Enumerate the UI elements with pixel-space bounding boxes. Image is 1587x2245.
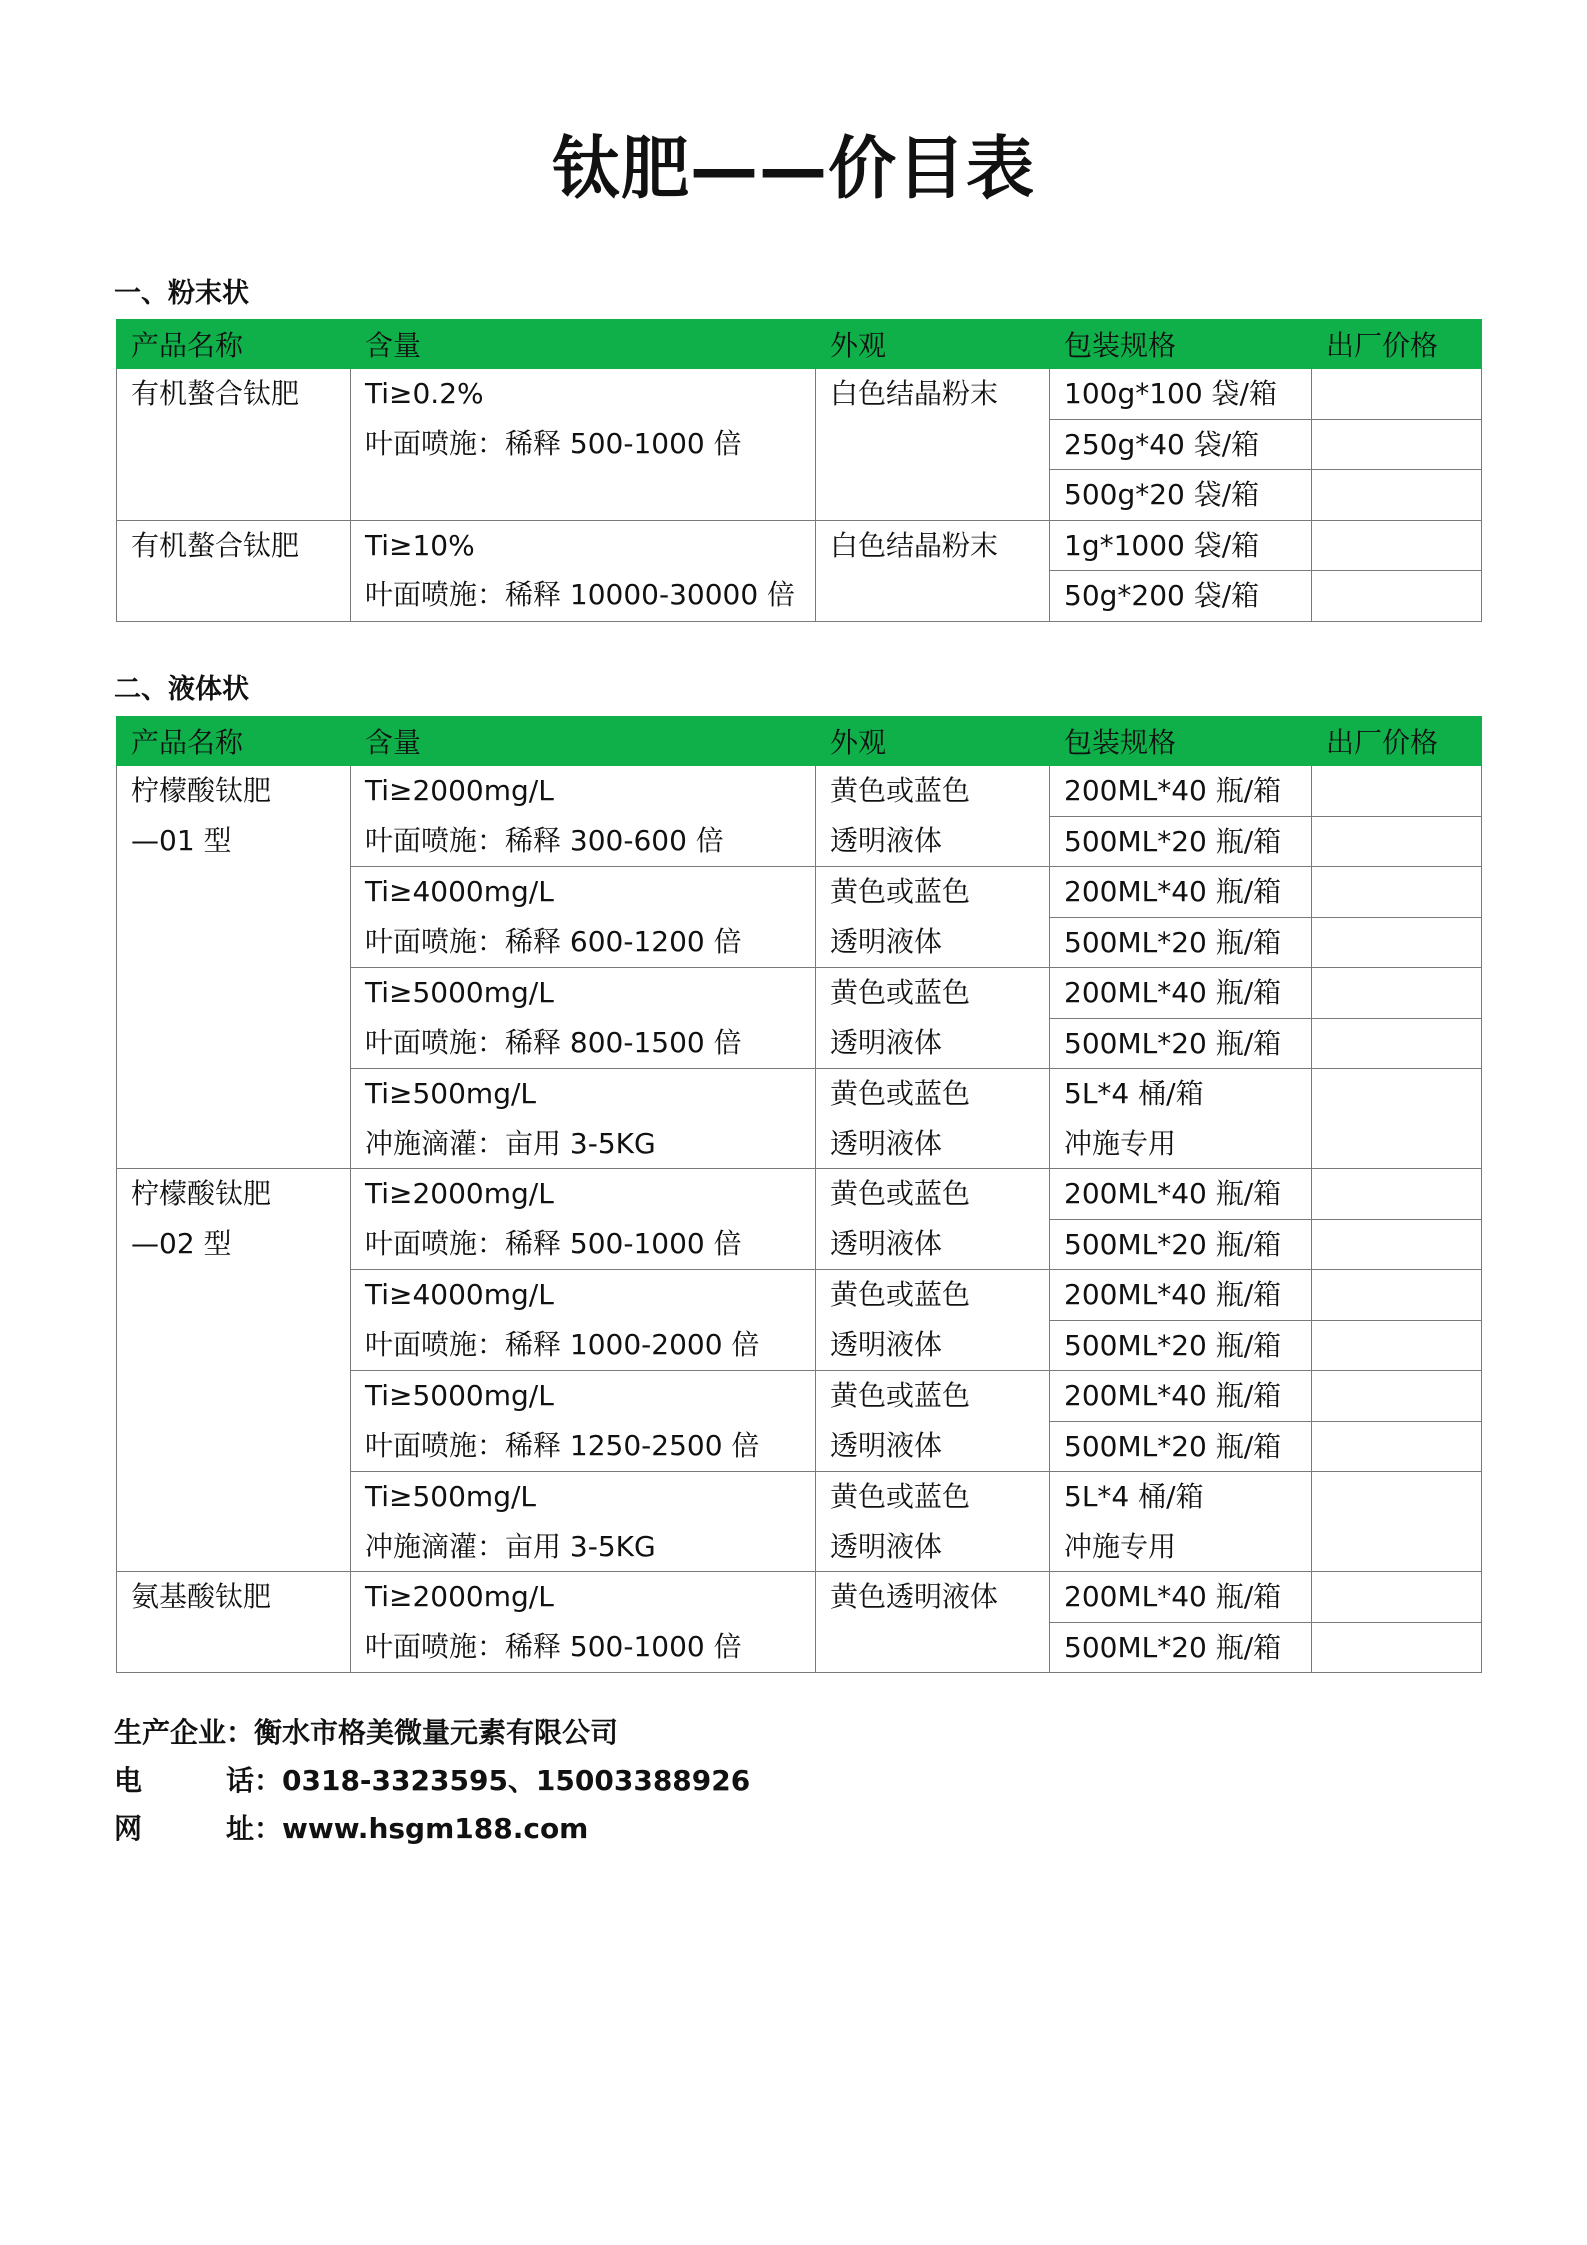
package-spec: 200ML*40 瓶/箱 xyxy=(1064,976,1282,1009)
package-spec: 500ML*20 瓶/箱 xyxy=(1064,925,1282,959)
package-spec: 5L*4 桶/箱 xyxy=(1064,1077,1204,1110)
product-name-cell xyxy=(117,1572,351,1673)
product-name: 氨基酸钛肥 xyxy=(131,1580,272,1613)
appearance-text: 黄色或蓝色 xyxy=(830,774,971,807)
appearance-text: 黄色或蓝色 xyxy=(830,1278,971,1311)
price-cell xyxy=(1312,1421,1482,1472)
package-spec: 200ML*40 瓶/箱 xyxy=(1064,875,1282,908)
website-label-char: 址 xyxy=(225,1812,254,1845)
appearance-text: 透明液体 xyxy=(830,1226,943,1260)
price-cell xyxy=(1312,1270,1482,1321)
appearance-text: 透明液体 xyxy=(830,1529,943,1563)
column-header: 产品名称 xyxy=(117,717,351,766)
appearance-text: 白色结晶粉末 xyxy=(830,528,999,562)
content-text: 叶面喷施：稀释 600-1200 倍 xyxy=(365,924,742,958)
content-cell xyxy=(351,1572,816,1673)
product-name: —01 型 xyxy=(131,823,232,857)
table-row xyxy=(117,766,1482,817)
company-info xyxy=(114,1709,750,1853)
content-text: 叶面喷施：稀释 10000-30000 倍 xyxy=(365,578,796,611)
header-row xyxy=(117,320,1482,369)
package-spec: 5L*4 桶/箱 xyxy=(1064,1480,1204,1513)
package-spec: 500ML*20 瓶/箱 xyxy=(1064,824,1282,858)
content-text: 叶面喷施：稀释 500-1000 倍 xyxy=(365,1629,742,1663)
section-heading-powder: 一、粉末状 xyxy=(114,278,249,309)
price-cell xyxy=(1312,1169,1482,1220)
price-cell xyxy=(1312,369,1482,420)
product-name-cell xyxy=(117,1169,351,1572)
price-cell xyxy=(1312,520,1482,571)
package-cell xyxy=(1050,1219,1312,1270)
price-cell xyxy=(1312,1472,1482,1572)
company-row xyxy=(114,1709,750,1757)
appearance-text: 透明液体 xyxy=(830,924,943,958)
package-spec: 200ML*40 瓶/箱 xyxy=(1064,1580,1282,1613)
content-text: Ti≥2000mg/L xyxy=(365,1580,554,1613)
price-cell xyxy=(1312,571,1482,622)
product-name-cell xyxy=(117,520,351,621)
content-cell xyxy=(351,1270,816,1371)
package-spec: 500ML*20 瓶/箱 xyxy=(1064,1429,1282,1463)
package-spec: 500ML*20 瓶/箱 xyxy=(1064,1328,1282,1362)
package-spec: 250g*40 袋/箱 xyxy=(1064,427,1260,461)
website-label-char: 网 xyxy=(114,1812,143,1845)
package-cell xyxy=(1050,369,1312,420)
content-cell xyxy=(351,369,816,521)
appearance-cell xyxy=(816,867,1050,968)
phone-label-char: 电 xyxy=(114,1764,143,1797)
column-header: 出厂价格 xyxy=(1312,320,1482,369)
column-header: 含量 xyxy=(351,717,816,766)
content-text: Ti≥2000mg/L xyxy=(365,1177,554,1210)
appearance-cell xyxy=(816,520,1050,621)
price-cell xyxy=(1312,1069,1482,1169)
content-text: 叶面喷施：稀释 500-1000 倍 xyxy=(365,426,742,460)
content-text: Ti≥2000mg/L xyxy=(365,774,554,807)
package-cell xyxy=(1050,419,1312,470)
appearance-cell xyxy=(816,1069,1050,1169)
package-spec: 100g*100 袋/箱 xyxy=(1064,377,1277,410)
appearance-text: 透明液体 xyxy=(830,823,943,857)
table-row xyxy=(117,520,1482,571)
price-cell xyxy=(1312,867,1482,918)
appearance-cell xyxy=(816,1169,1050,1270)
appearance-text: 黄色或蓝色 xyxy=(830,976,971,1009)
content-text: Ti≥4000mg/L xyxy=(365,1278,554,1311)
company-name: 衡水市格美微量元素有限公司 xyxy=(254,1716,619,1749)
package-cell xyxy=(1050,968,1312,1019)
product-name-cell xyxy=(117,766,351,1169)
package-cell xyxy=(1050,1320,1312,1371)
product-name-cell xyxy=(117,369,351,521)
page-title: 钛肥——价目表 xyxy=(551,130,1035,209)
appearance-cell xyxy=(816,369,1050,521)
content-text: Ti≥5000mg/L xyxy=(365,976,554,1009)
package-cell xyxy=(1050,1622,1312,1673)
package-spec: 200ML*40 瓶/箱 xyxy=(1064,774,1282,807)
content-text: Ti≥500mg/L xyxy=(365,1077,537,1110)
appearance-text: 白色结晶粉末 xyxy=(830,377,999,410)
content-text: Ti≥0.2% xyxy=(365,377,484,410)
package-cell xyxy=(1050,1018,1312,1069)
package-cell xyxy=(1050,571,1312,622)
package-cell xyxy=(1050,1169,1312,1220)
section-heading-liquid: 二、液体状 xyxy=(114,674,249,705)
content-text: 叶面喷施：稀释 300-600 倍 xyxy=(365,823,724,857)
price-cell xyxy=(1312,1572,1482,1623)
content-text: 叶面喷施：稀释 500-1000 倍 xyxy=(365,1226,742,1260)
content-text: 冲施滴灌：亩用 3-5KG xyxy=(365,1529,656,1563)
price-cell xyxy=(1312,470,1482,521)
product-name: 柠檬酸钛肥 xyxy=(131,774,272,807)
content-cell xyxy=(351,1169,816,1270)
column-header: 产品名称 xyxy=(117,320,351,369)
price-cell xyxy=(1312,1018,1482,1069)
phone-row xyxy=(114,1757,750,1805)
appearance-text: 黄色透明液体 xyxy=(830,1580,999,1613)
package-cell xyxy=(1050,1472,1312,1572)
content-text: 冲施滴灌：亩用 3-5KG xyxy=(365,1126,656,1160)
content-cell xyxy=(351,766,816,867)
content-text: Ti≥5000mg/L xyxy=(365,1379,554,1412)
appearance-text: 黄色或蓝色 xyxy=(830,1379,971,1412)
appearance-text: 透明液体 xyxy=(830,1428,943,1462)
column-header: 包装规格 xyxy=(1050,320,1312,369)
content-text: 叶面喷施：稀释 1000-2000 倍 xyxy=(365,1327,760,1361)
package-spec: 500ML*20 瓶/箱 xyxy=(1064,1026,1282,1060)
phone-numbers: ：0318-3323595、15003388926 xyxy=(254,1764,751,1797)
package-cell xyxy=(1050,766,1312,817)
website-url: ：www.hsgm188.com xyxy=(254,1812,589,1845)
price-cell xyxy=(1312,968,1482,1019)
website-label xyxy=(114,1805,254,1853)
package-cell xyxy=(1050,867,1312,918)
powder-price-table xyxy=(116,319,1482,622)
package-cell xyxy=(1050,917,1312,968)
package-cell xyxy=(1050,1069,1312,1169)
content-cell xyxy=(351,968,816,1069)
package-spec: 200ML*40 瓶/箱 xyxy=(1064,1379,1282,1412)
price-cell xyxy=(1312,917,1482,968)
price-cell xyxy=(1312,766,1482,817)
appearance-text: 黄色或蓝色 xyxy=(830,1077,971,1110)
package-spec: 冲施专用 xyxy=(1064,1126,1177,1160)
content-text: Ti≥500mg/L xyxy=(365,1480,537,1513)
package-cell xyxy=(1050,1572,1312,1623)
package-spec: 200ML*40 瓶/箱 xyxy=(1064,1177,1282,1210)
price-cell xyxy=(1312,1371,1482,1422)
column-header: 包装规格 xyxy=(1050,717,1312,766)
price-cell xyxy=(1312,1622,1482,1673)
package-cell xyxy=(1050,470,1312,521)
table-row xyxy=(117,1572,1482,1623)
appearance-cell xyxy=(816,766,1050,867)
price-cell xyxy=(1312,1219,1482,1270)
price-cell xyxy=(1312,419,1482,470)
product-name: 有机螯合钛肥 xyxy=(131,528,300,562)
appearance-text: 黄色或蓝色 xyxy=(830,1480,971,1513)
website-row xyxy=(114,1805,750,1853)
company-label: 生产企业： xyxy=(114,1716,255,1749)
price-cell xyxy=(1312,816,1482,867)
content-cell xyxy=(351,867,816,968)
appearance-cell xyxy=(816,1472,1050,1572)
product-name: 有机螯合钛肥 xyxy=(131,377,300,410)
package-cell xyxy=(1050,1421,1312,1472)
package-cell xyxy=(1050,1371,1312,1422)
content-cell xyxy=(351,1472,816,1572)
table-row xyxy=(117,369,1482,420)
content-text: 叶面喷施：稀释 800-1500 倍 xyxy=(365,1025,742,1059)
package-spec: 500ML*20 瓶/箱 xyxy=(1064,1227,1282,1261)
content-cell xyxy=(351,1069,816,1169)
package-spec: 500ML*20 瓶/箱 xyxy=(1064,1630,1282,1664)
appearance-text: 透明液体 xyxy=(830,1126,943,1160)
content-cell xyxy=(351,520,816,621)
appearance-cell xyxy=(816,1270,1050,1371)
price-cell xyxy=(1312,1320,1482,1371)
header-row xyxy=(117,717,1482,766)
column-header: 出厂价格 xyxy=(1312,717,1482,766)
product-name: 柠檬酸钛肥 xyxy=(131,1177,272,1210)
package-cell xyxy=(1050,816,1312,867)
package-cell xyxy=(1050,1270,1312,1321)
appearance-cell xyxy=(816,1371,1050,1472)
column-header: 外观 xyxy=(816,320,1050,369)
appearance-text: 透明液体 xyxy=(830,1327,943,1361)
phone-label xyxy=(114,1757,254,1805)
package-spec: 50g*200 袋/箱 xyxy=(1064,579,1260,612)
appearance-text: 黄色或蓝色 xyxy=(830,1177,971,1210)
table-row xyxy=(117,1169,1482,1220)
appearance-cell xyxy=(816,1572,1050,1673)
package-spec: 200ML*40 瓶/箱 xyxy=(1064,1278,1282,1311)
package-spec: 冲施专用 xyxy=(1064,1529,1177,1563)
package-spec: 1g*1000 袋/箱 xyxy=(1064,528,1260,562)
column-header: 含量 xyxy=(351,320,816,369)
appearance-text: 透明液体 xyxy=(830,1025,943,1059)
phone-label-char: 话 xyxy=(225,1764,254,1797)
content-text: 叶面喷施：稀释 1250-2500 倍 xyxy=(365,1428,760,1462)
content-text: Ti≥10% xyxy=(365,528,475,562)
appearance-text: 黄色或蓝色 xyxy=(830,875,971,908)
package-cell xyxy=(1050,520,1312,571)
column-header: 外观 xyxy=(816,717,1050,766)
content-cell xyxy=(351,1371,816,1472)
appearance-cell xyxy=(816,968,1050,1069)
package-spec: 500g*20 袋/箱 xyxy=(1064,478,1260,511)
product-name: —02 型 xyxy=(131,1226,232,1260)
content-text: Ti≥4000mg/L xyxy=(365,875,554,908)
liquid-price-table xyxy=(116,716,1482,1673)
